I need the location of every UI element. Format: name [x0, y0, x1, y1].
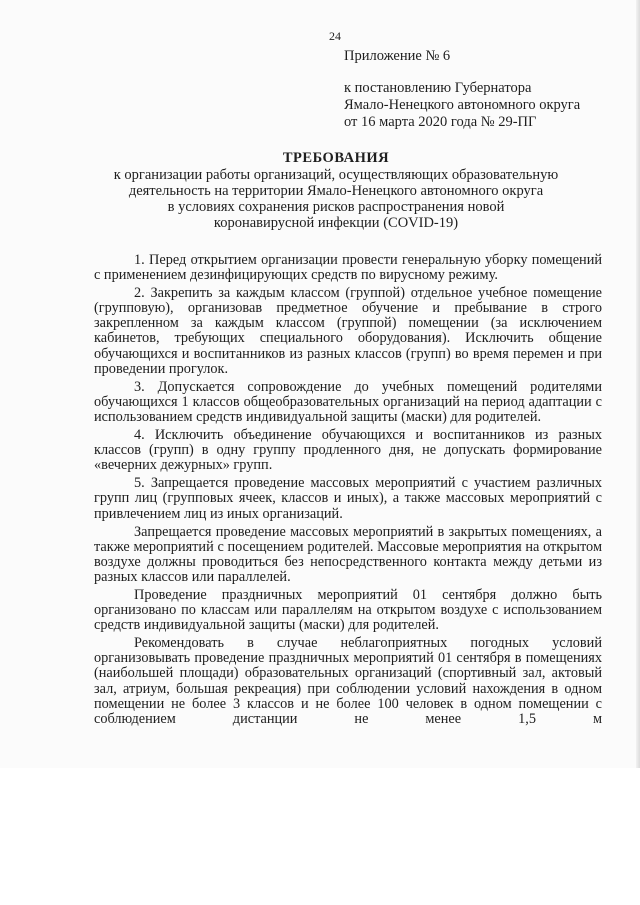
blank-area — [0, 768, 640, 905]
page-number: 24 — [329, 29, 341, 43]
document-body — [94, 253, 602, 730]
document-subtitle-line: в условиях сохранения рисков распространения новой — [167, 199, 505, 215]
document-subtitle-line: коронавирусной инфекции (COVID-19) — [213, 215, 459, 231]
paragraph-4: 4. Исключить объединение обучающихся и воспитанников из разных классов (групп) в одну группу продленного дня, не допускать формирование «вечерних дежурных» групп. — [94, 427, 602, 474]
document-heading — [96, 150, 576, 231]
appendix-block — [344, 48, 580, 131]
scan-edge-shadow — [636, 0, 640, 768]
paragraph-1: 1. Перед открытием организации провести генеральную уборку помещений с применением дезинфицирующих средств по вирусному режиму. — [94, 252, 602, 284]
appendix-title: Приложение № 6 — [344, 48, 451, 64]
paragraph-2: 2. Закрепить за каждым классом (группой) отдельное учебное помещение (групповую), организовав предметное обучение и пребывание в строго закрепленном за каждым классом (группой) помещении (за исключением кабинетов, требующих специального оборудования). Исключить общение обучающихся и воспитанников из разных классов (групп) во время перемен и при проведении прогулок. — [94, 285, 602, 377]
paragraph-5: 5. Запрещается проведение массовых мероприятий с участием различных групп лиц (групповых ячеек, классов и иных), а также массовых мероприятий с привлечением лиц из иных организаций. — [94, 475, 602, 522]
paragraph-5-bad-weather: Рекомендовать в случае неблагоприятных погодных условий организовывать проведение праздничных мероприятий 01 сентября в помещениях (наибольшей площади) образовательных организаций (спортивный зал, актовый зал, атриум, большая рекреация) при соблюдении условий нахождения в одном помещении не более 3 классов и не более 100 человек в одном помещении с соблюдением дистанции не менее 1,5 м — [94, 635, 602, 727]
document-subtitle-line: к организации работы организаций, осуществляющих образовательную — [113, 167, 559, 183]
paragraph-3: 3. Допускается сопровождение до учебных помещений родителями обучающихся 1 классов общеобразовательных организаций на период адаптации с использованием средств индивидуальной защиты (маски) для родителей. — [94, 378, 602, 425]
appendix-line: Ямало-Ненецкого автономного округа — [344, 97, 581, 113]
paragraph-5-september-events: Проведение праздничных мероприятий 01 сентября должно быть организовано по классам или параллелям на открытом воздухе с использованием средств индивидуальной защиты (маски) для родителей. — [94, 586, 602, 634]
document-subtitle-line: деятельность на территории Ямало-Ненецкого автономного округа — [128, 183, 544, 199]
paragraph-5-mass-events-indoors: Запрещается проведение массовых мероприятий в закрытых помещениях, а также мероприятий с посещением родителей. Массовые мероприятия на открытом воздухе должны проводиться без непосредственного контакта между детьми из разных классов или параллелей. — [94, 523, 602, 585]
document-title: ТРЕБОВАНИЯ — [282, 150, 390, 166]
appendix-line: от 16 марта 2020 года № 29-ПГ — [344, 114, 537, 130]
appendix-line: к постановлению Губернатора — [344, 80, 532, 96]
